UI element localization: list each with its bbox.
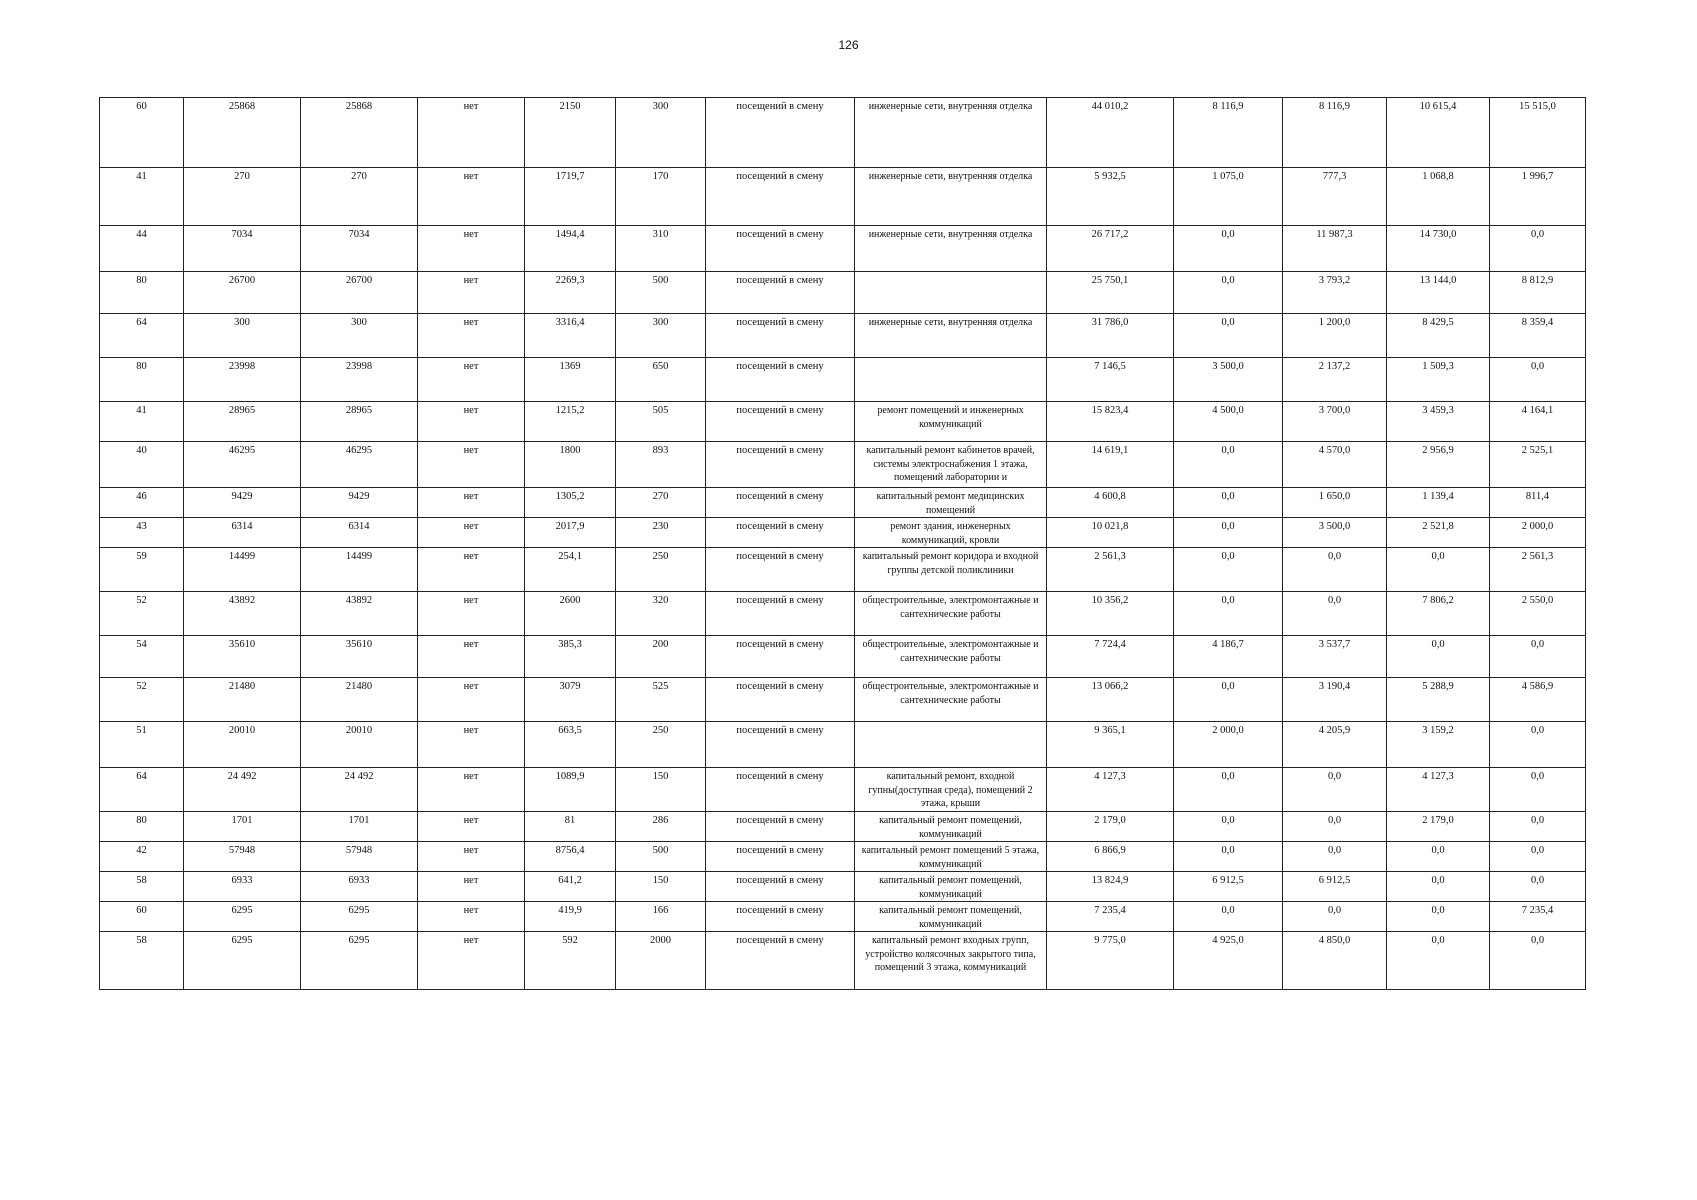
row-number-cell: 43 [100,518,184,548]
table-row [100,358,1586,402]
capacity-cell: 286 [616,812,706,842]
capacity-unit-cell: посещений в смену [706,518,855,548]
capacity-cell: 500 [616,842,706,872]
row-number-cell: 59 [100,548,184,592]
capacity-unit-cell: посещений в смену [706,592,855,636]
area-value-2-cell: 23998 [301,358,418,402]
area-value-cell: 6295 [184,932,301,990]
capacity-cell: 500 [616,272,706,314]
works-description-cell: капитальный ремонт помещений 5 этажа, коммуникаций [855,842,1047,872]
works-description-cell [855,722,1047,768]
capacity-unit-cell: посещений в смену [706,872,855,902]
row-number-cell: 64 [100,314,184,358]
sum-year-3-cell: 0,0 [1387,548,1490,592]
status-cell: нет [418,518,525,548]
table-row [100,722,1586,768]
row-number-cell: 52 [100,592,184,636]
sum-year-3-cell: 0,0 [1387,872,1490,902]
area-sqm-cell: 3316,4 [525,314,616,358]
status-cell: нет [418,98,525,168]
area-value-cell: 6933 [184,872,301,902]
area-sqm-cell: 8756,4 [525,842,616,872]
table-row [100,272,1586,314]
total-sum-cell: 7 146,5 [1047,358,1174,402]
table-body [100,98,1586,990]
capacity-cell: 166 [616,902,706,932]
works-description-cell: капитальный ремонт входных групп, устройство колясочных закрытого типа, помещений 3 этажа, коммуникаций [855,932,1047,990]
capacity-cell: 650 [616,358,706,402]
capacity-cell: 525 [616,678,706,722]
area-value-cell: 24 492 [184,768,301,812]
capacity-cell: 150 [616,872,706,902]
area-value-2-cell: 26700 [301,272,418,314]
area-sqm-cell: 1305,2 [525,488,616,518]
total-sum-cell: 26 717,2 [1047,226,1174,272]
works-description-cell: инженерные сети, внутренняя отделка [855,98,1047,168]
sum-year-2-cell: 1 200,0 [1283,314,1387,358]
sum-year-1-cell: 3 500,0 [1174,358,1283,402]
sum-year-1-cell: 0,0 [1174,678,1283,722]
area-sqm-cell: 1089,9 [525,768,616,812]
total-sum-cell: 6 866,9 [1047,842,1174,872]
status-cell: нет [418,872,525,902]
area-sqm-cell: 2150 [525,98,616,168]
sum-year-2-cell: 3 700,0 [1283,402,1387,442]
sum-year-4-cell: 8 359,4 [1490,314,1586,358]
area-value-2-cell: 6295 [301,902,418,932]
capacity-unit-cell: посещений в смену [706,272,855,314]
sum-year-2-cell: 3 793,2 [1283,272,1387,314]
row-number-cell: 64 [100,768,184,812]
area-value-cell: 7034 [184,226,301,272]
area-sqm-cell: 1369 [525,358,616,402]
sum-year-1-cell: 0,0 [1174,768,1283,812]
table-row [100,902,1586,932]
sum-year-1-cell: 4 925,0 [1174,932,1283,990]
sum-year-1-cell: 0,0 [1174,226,1283,272]
capacity-unit-cell: посещений в смену [706,442,855,488]
sum-year-2-cell: 1 650,0 [1283,488,1387,518]
table-row [100,488,1586,518]
row-number-cell: 46 [100,488,184,518]
status-cell: нет [418,402,525,442]
area-sqm-cell: 1800 [525,442,616,488]
area-sqm-cell: 419,9 [525,902,616,932]
area-value-cell: 43892 [184,592,301,636]
sum-year-2-cell: 0,0 [1283,592,1387,636]
capacity-cell: 170 [616,168,706,226]
sum-year-4-cell: 0,0 [1490,358,1586,402]
table-row [100,98,1586,168]
row-number-cell: 60 [100,902,184,932]
works-description-cell: ремонт помещений и инженерных коммуникаций [855,402,1047,442]
sum-year-1-cell: 0,0 [1174,592,1283,636]
sum-year-1-cell: 1 075,0 [1174,168,1283,226]
sum-year-2-cell: 0,0 [1283,902,1387,932]
total-sum-cell: 5 932,5 [1047,168,1174,226]
works-description-cell: общестроительные, электромонтажные и сантехнические работы [855,678,1047,722]
sum-year-2-cell: 2 137,2 [1283,358,1387,402]
area-value-cell: 270 [184,168,301,226]
sum-year-4-cell: 0,0 [1490,636,1586,678]
table-row [100,872,1586,902]
row-number-cell: 42 [100,842,184,872]
total-sum-cell: 13 824,9 [1047,872,1174,902]
works-description-cell: капитальный ремонт помещений, коммуникаций [855,812,1047,842]
area-value-2-cell: 24 492 [301,768,418,812]
total-sum-cell: 4 600,8 [1047,488,1174,518]
area-value-2-cell: 300 [301,314,418,358]
sum-year-1-cell: 0,0 [1174,518,1283,548]
table-row [100,592,1586,636]
data-table [99,97,1586,990]
sum-year-4-cell: 7 235,4 [1490,902,1586,932]
capacity-cell: 200 [616,636,706,678]
capacity-cell: 505 [616,402,706,442]
status-cell: нет [418,902,525,932]
sum-year-2-cell: 0,0 [1283,812,1387,842]
sum-year-2-cell: 3 500,0 [1283,518,1387,548]
row-number-cell: 58 [100,932,184,990]
sum-year-3-cell: 3 459,3 [1387,402,1490,442]
total-sum-cell: 2 561,3 [1047,548,1174,592]
capacity-unit-cell: посещений в смену [706,226,855,272]
capacity-cell: 230 [616,518,706,548]
sum-year-2-cell: 11 987,3 [1283,226,1387,272]
sum-year-4-cell: 2 561,3 [1490,548,1586,592]
area-value-cell: 46295 [184,442,301,488]
area-value-2-cell: 57948 [301,842,418,872]
total-sum-cell: 7 724,4 [1047,636,1174,678]
area-sqm-cell: 81 [525,812,616,842]
status-cell: нет [418,636,525,678]
works-description-cell: общестроительные, электромонтажные и сантехнические работы [855,636,1047,678]
area-value-cell: 25868 [184,98,301,168]
sum-year-2-cell: 3 537,7 [1283,636,1387,678]
sum-year-1-cell: 0,0 [1174,548,1283,592]
sum-year-4-cell: 0,0 [1490,768,1586,812]
sum-year-4-cell: 0,0 [1490,812,1586,842]
sum-year-1-cell: 4 186,7 [1174,636,1283,678]
works-description-cell [855,272,1047,314]
sum-year-3-cell: 1 139,4 [1387,488,1490,518]
sum-year-3-cell: 1 068,8 [1387,168,1490,226]
sum-year-4-cell: 4 164,1 [1490,402,1586,442]
area-value-2-cell: 35610 [301,636,418,678]
area-sqm-cell: 1494,4 [525,226,616,272]
sum-year-4-cell: 1 996,7 [1490,168,1586,226]
sum-year-3-cell: 0,0 [1387,902,1490,932]
capacity-unit-cell: посещений в смену [706,932,855,990]
table-row [100,548,1586,592]
area-value-2-cell: 270 [301,168,418,226]
area-sqm-cell: 2017,9 [525,518,616,548]
sum-year-2-cell: 777,3 [1283,168,1387,226]
area-value-2-cell: 1701 [301,812,418,842]
status-cell: нет [418,358,525,402]
sum-year-3-cell: 10 615,4 [1387,98,1490,168]
works-description-cell: инженерные сети, внутренняя отделка [855,314,1047,358]
capacity-unit-cell: посещений в смену [706,402,855,442]
row-number-cell: 51 [100,722,184,768]
total-sum-cell: 7 235,4 [1047,902,1174,932]
capacity-cell: 150 [616,768,706,812]
works-description-cell: капитальный ремонт, входной гупны(доступная среда), помещений 2 этажа, крыши [855,768,1047,812]
capacity-unit-cell: посещений в смену [706,548,855,592]
area-value-cell: 20010 [184,722,301,768]
status-cell: нет [418,932,525,990]
capacity-cell: 2000 [616,932,706,990]
capacity-unit-cell: посещений в смену [706,98,855,168]
works-description-cell: инженерные сети, внутренняя отделка [855,168,1047,226]
sum-year-2-cell: 4 850,0 [1283,932,1387,990]
sum-year-2-cell: 0,0 [1283,768,1387,812]
table-row [100,168,1586,226]
capacity-cell: 893 [616,442,706,488]
works-description-cell: капитальный ремонт помещений, коммуникаций [855,872,1047,902]
status-cell: нет [418,722,525,768]
page-number: 126 [838,38,859,52]
area-value-2-cell: 7034 [301,226,418,272]
total-sum-cell: 15 823,4 [1047,402,1174,442]
sum-year-4-cell: 0,0 [1490,722,1586,768]
capacity-unit-cell: посещений в смену [706,168,855,226]
sum-year-3-cell: 13 144,0 [1387,272,1490,314]
capacity-unit-cell: посещений в смену [706,636,855,678]
total-sum-cell: 14 619,1 [1047,442,1174,488]
area-sqm-cell: 641,2 [525,872,616,902]
sum-year-3-cell: 0,0 [1387,932,1490,990]
sum-year-3-cell: 2 956,9 [1387,442,1490,488]
area-sqm-cell: 1215,2 [525,402,616,442]
capacity-cell: 300 [616,98,706,168]
sum-year-1-cell: 0,0 [1174,272,1283,314]
sum-year-2-cell: 3 190,4 [1283,678,1387,722]
capacity-cell: 310 [616,226,706,272]
sum-year-1-cell: 2 000,0 [1174,722,1283,768]
status-cell: нет [418,226,525,272]
sum-year-3-cell: 7 806,2 [1387,592,1490,636]
sum-year-3-cell: 8 429,5 [1387,314,1490,358]
table-row [100,226,1586,272]
area-value-2-cell: 46295 [301,442,418,488]
data-table-container [99,97,1586,990]
table-row [100,518,1586,548]
sum-year-1-cell: 0,0 [1174,488,1283,518]
capacity-cell: 250 [616,722,706,768]
sum-year-3-cell: 1 509,3 [1387,358,1490,402]
sum-year-3-cell: 2 179,0 [1387,812,1490,842]
capacity-unit-cell: посещений в смену [706,488,855,518]
area-sqm-cell: 3079 [525,678,616,722]
capacity-cell: 250 [616,548,706,592]
status-cell: нет [418,592,525,636]
works-description-cell: капитальный ремонт медицинских помещений [855,488,1047,518]
sum-year-3-cell: 2 521,8 [1387,518,1490,548]
sum-year-4-cell: 15 515,0 [1490,98,1586,168]
area-value-2-cell: 6933 [301,872,418,902]
sum-year-4-cell: 2 000,0 [1490,518,1586,548]
total-sum-cell: 10 356,2 [1047,592,1174,636]
sum-year-3-cell: 0,0 [1387,842,1490,872]
table-row [100,402,1586,442]
area-value-cell: 6314 [184,518,301,548]
total-sum-cell: 9 365,1 [1047,722,1174,768]
row-number-cell: 52 [100,678,184,722]
total-sum-cell: 44 010,2 [1047,98,1174,168]
row-number-cell: 80 [100,358,184,402]
total-sum-cell: 9 775,0 [1047,932,1174,990]
area-value-2-cell: 28965 [301,402,418,442]
capacity-unit-cell: посещений в смену [706,812,855,842]
status-cell: нет [418,488,525,518]
works-description-cell: общестроительные, электромонтажные и сантехнические работы [855,592,1047,636]
capacity-unit-cell: посещений в смену [706,678,855,722]
area-sqm-cell: 1719,7 [525,168,616,226]
sum-year-4-cell: 0,0 [1490,226,1586,272]
total-sum-cell: 10 021,8 [1047,518,1174,548]
sum-year-1-cell: 0,0 [1174,902,1283,932]
sum-year-4-cell: 811,4 [1490,488,1586,518]
capacity-unit-cell: посещений в смену [706,314,855,358]
area-value-cell: 23998 [184,358,301,402]
area-value-2-cell: 21480 [301,678,418,722]
sum-year-4-cell: 0,0 [1490,932,1586,990]
row-number-cell: 41 [100,168,184,226]
sum-year-2-cell: 8 116,9 [1283,98,1387,168]
total-sum-cell: 31 786,0 [1047,314,1174,358]
capacity-unit-cell: посещений в смену [706,842,855,872]
status-cell: нет [418,314,525,358]
status-cell: нет [418,842,525,872]
table-row [100,314,1586,358]
area-value-2-cell: 25868 [301,98,418,168]
status-cell: нет [418,548,525,592]
sum-year-2-cell: 0,0 [1283,842,1387,872]
area-value-cell: 21480 [184,678,301,722]
table-row [100,442,1586,488]
area-sqm-cell: 254,1 [525,548,616,592]
table-row [100,636,1586,678]
capacity-unit-cell: посещений в смену [706,902,855,932]
sum-year-3-cell: 5 288,9 [1387,678,1490,722]
sum-year-1-cell: 6 912,5 [1174,872,1283,902]
sum-year-3-cell: 4 127,3 [1387,768,1490,812]
capacity-cell: 300 [616,314,706,358]
sum-year-4-cell: 0,0 [1490,872,1586,902]
area-value-cell: 6295 [184,902,301,932]
sum-year-1-cell: 0,0 [1174,442,1283,488]
row-number-cell: 41 [100,402,184,442]
total-sum-cell: 4 127,3 [1047,768,1174,812]
status-cell: нет [418,678,525,722]
table-row [100,812,1586,842]
area-value-cell: 14499 [184,548,301,592]
row-number-cell: 80 [100,272,184,314]
table-row [100,678,1586,722]
status-cell: нет [418,168,525,226]
area-sqm-cell: 2600 [525,592,616,636]
area-sqm-cell: 592 [525,932,616,990]
area-value-2-cell: 6295 [301,932,418,990]
row-number-cell: 44 [100,226,184,272]
row-number-cell: 80 [100,812,184,842]
works-description-cell: ремонт здания, инженерных коммуникаций, кровли [855,518,1047,548]
capacity-cell: 320 [616,592,706,636]
sum-year-4-cell: 8 812,9 [1490,272,1586,314]
sum-year-1-cell: 0,0 [1174,812,1283,842]
sum-year-3-cell: 3 159,2 [1387,722,1490,768]
sum-year-4-cell: 0,0 [1490,842,1586,872]
row-number-cell: 40 [100,442,184,488]
area-sqm-cell: 663,5 [525,722,616,768]
sum-year-2-cell: 0,0 [1283,548,1387,592]
sum-year-1-cell: 0,0 [1174,842,1283,872]
capacity-unit-cell: посещений в смену [706,722,855,768]
works-description-cell: капитальный ремонт коридора и входной группы детской поликлиники [855,548,1047,592]
sum-year-3-cell: 0,0 [1387,636,1490,678]
area-value-cell: 35610 [184,636,301,678]
area-value-cell: 28965 [184,402,301,442]
area-sqm-cell: 385,3 [525,636,616,678]
area-value-2-cell: 9429 [301,488,418,518]
area-value-cell: 26700 [184,272,301,314]
row-number-cell: 60 [100,98,184,168]
capacity-cell: 270 [616,488,706,518]
table-row [100,932,1586,990]
status-cell: нет [418,442,525,488]
area-value-2-cell: 6314 [301,518,418,548]
sum-year-4-cell: 2 550,0 [1490,592,1586,636]
works-description-cell: капитальный ремонт кабинетов врачей, системы электроснабжения 1 этажа, помещений лаборатории и [855,442,1047,488]
sum-year-1-cell: 4 500,0 [1174,402,1283,442]
sum-year-1-cell: 8 116,9 [1174,98,1283,168]
sum-year-2-cell: 6 912,5 [1283,872,1387,902]
capacity-unit-cell: посещений в смену [706,768,855,812]
total-sum-cell: 13 066,2 [1047,678,1174,722]
status-cell: нет [418,812,525,842]
area-value-2-cell: 20010 [301,722,418,768]
capacity-unit-cell: посещений в смену [706,358,855,402]
status-cell: нет [418,272,525,314]
table-row [100,842,1586,872]
sum-year-3-cell: 14 730,0 [1387,226,1490,272]
area-value-cell: 1701 [184,812,301,842]
sum-year-2-cell: 4 570,0 [1283,442,1387,488]
sum-year-2-cell: 4 205,9 [1283,722,1387,768]
works-description-cell: инженерные сети, внутренняя отделка [855,226,1047,272]
total-sum-cell: 25 750,1 [1047,272,1174,314]
area-value-cell: 57948 [184,842,301,872]
row-number-cell: 54 [100,636,184,678]
row-number-cell: 58 [100,872,184,902]
sum-year-4-cell: 2 525,1 [1490,442,1586,488]
area-value-2-cell: 14499 [301,548,418,592]
sum-year-4-cell: 4 586,9 [1490,678,1586,722]
works-description-cell: капитальный ремонт помещений, коммуникаций [855,902,1047,932]
total-sum-cell: 2 179,0 [1047,812,1174,842]
works-description-cell [855,358,1047,402]
sum-year-1-cell: 0,0 [1174,314,1283,358]
table-row [100,768,1586,812]
area-sqm-cell: 2269,3 [525,272,616,314]
status-cell: нет [418,768,525,812]
area-value-cell: 9429 [184,488,301,518]
area-value-cell: 300 [184,314,301,358]
area-value-2-cell: 43892 [301,592,418,636]
